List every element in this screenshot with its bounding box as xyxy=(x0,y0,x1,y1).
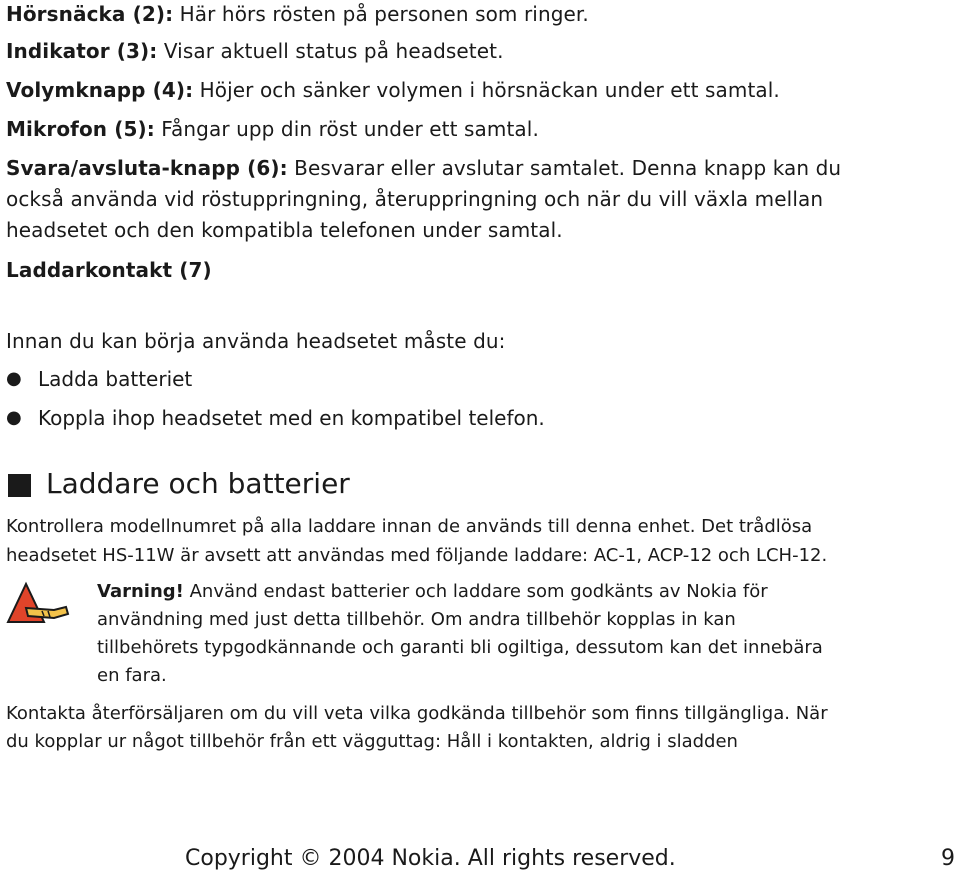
intro-text: Innan du kan börja använda headsetet måste du: xyxy=(6,329,506,353)
bullet-icon: ● xyxy=(6,407,22,428)
page-number: 9 xyxy=(941,846,955,871)
item-text: Visar aktuell status på headsetet. xyxy=(157,39,504,63)
item-charger-connector: Laddarkontakt (7) xyxy=(6,258,212,282)
item-continuation-line: headsetet och den kompatibla telefonen under samtal. xyxy=(6,218,563,242)
item-earpiece xyxy=(6,2,589,26)
warning-text: Använd endast batterier och laddare som godkänts av Nokia för xyxy=(183,581,768,602)
footer-copyright: Copyright © 2004 Nokia. All rights reserved. xyxy=(185,846,676,871)
item-text: Besvarar eller avslutar samtalet. Denna knapp kan du xyxy=(287,156,842,180)
item-label: Svara/avsluta-knapp (6): xyxy=(6,156,288,180)
item-answer-end-key xyxy=(6,156,841,180)
item-label: Indikator (3): xyxy=(6,39,158,63)
paragraph-line: Kontrollera modellnumret på alla laddare innan de används till denna enhet. Det trådlösa xyxy=(6,516,813,537)
paragraph-line: du kopplar ur något tillbehör från ett vägguttag: Håll i kontakten, aldrig i sladden xyxy=(6,731,738,752)
paragraph-line: Kontakta återförsäljaren om du vill veta vilka godkända tillbehör som finns tillgängliga. När xyxy=(6,703,828,724)
bullet-icon: ● xyxy=(6,368,22,389)
item-text: Här hörs rösten på personen som ringer. xyxy=(173,2,589,26)
warning-line: användning med just detta tillbehör. Om andra tillbehör kopplas in kan xyxy=(97,609,736,630)
item-label: Volymknapp (4): xyxy=(6,78,194,102)
item-indicator xyxy=(6,39,504,63)
item-volume-key xyxy=(6,78,780,102)
item-label: Hörsnäcka (2): xyxy=(6,2,174,26)
item-text: Fångar upp din röst under ett samtal. xyxy=(154,117,539,141)
warning-first-line xyxy=(97,581,768,602)
item-text: Höjer och sänker volymen i hörsnäckan under ett samtal. xyxy=(193,78,780,102)
item-microphone xyxy=(6,117,539,141)
bullet-item: Ladda batteriet xyxy=(38,367,193,391)
paragraph-line: headsetet HS-11W är avsett att användas med följande laddare: AC-1, ACP-12 och LCH-12. xyxy=(6,545,828,566)
warning-icon xyxy=(4,580,70,626)
item-label: Mikrofon (5): xyxy=(6,117,155,141)
bullet-item: Koppla ihop headsetet med en kompatibel telefon. xyxy=(38,406,545,430)
warning-line: en fara. xyxy=(97,665,167,686)
warning-line: tillbehörets typgodkännande och garanti bli ogiltiga, dessutom kan det innebära xyxy=(97,637,823,658)
section-heading: Laddare och batterier xyxy=(46,467,350,500)
section-square-icon xyxy=(8,474,31,497)
warning-label: Varning! xyxy=(97,581,184,602)
item-continuation-line: också använda vid röstuppringning, återuppringning och när du vill växla mellan xyxy=(6,187,824,211)
